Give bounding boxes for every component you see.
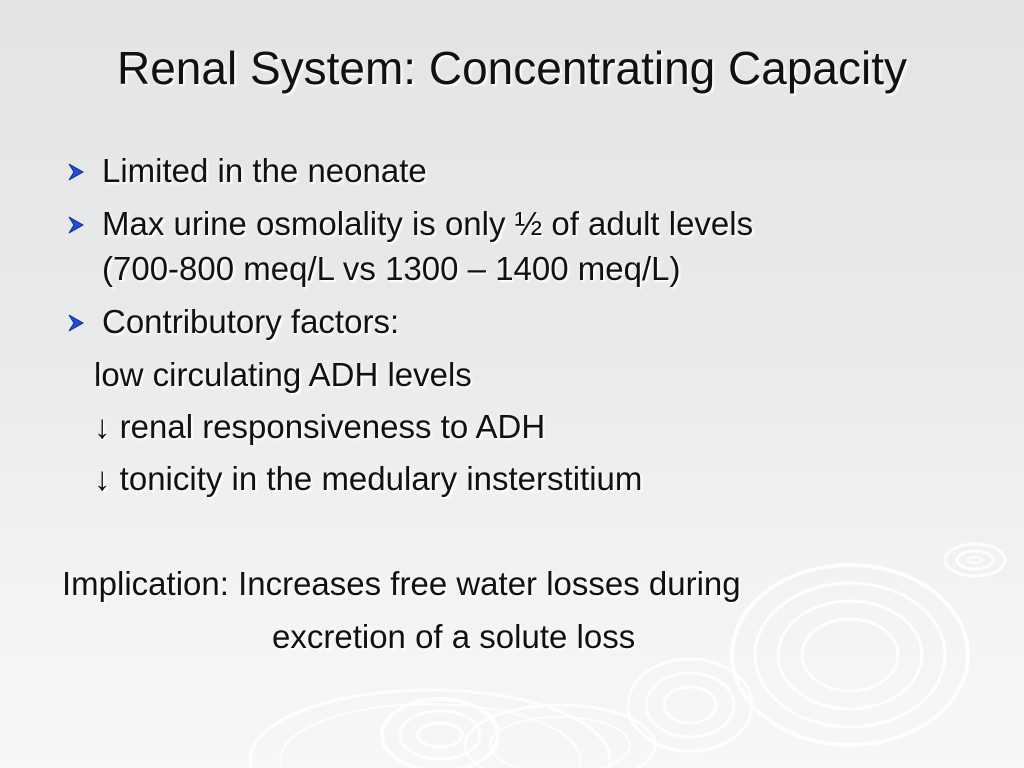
bullet-item [62, 201, 962, 291]
bullet-text: Limited in the neonate [102, 152, 427, 189]
implication-line-2: excretion of a solute loss [272, 618, 636, 655]
bullet-text: Max urine osmolality is only ½ of adult levels [102, 205, 754, 242]
arrow-right-icon [66, 162, 86, 182]
implication-line-1: Implication: Increases free water losses during [62, 565, 741, 602]
sub-item: low circulating ADH levels [94, 356, 472, 393]
bullet-item [62, 148, 962, 193]
bullet-text: Contributory factors: [102, 303, 400, 340]
page-title: Renal System: Concentrating Capacity [116, 42, 908, 94]
bullet-list [62, 148, 962, 508]
sub-item: ↓ renal responsiveness to ADH [94, 408, 546, 445]
implication-text [62, 560, 962, 661]
bullet-item [62, 299, 962, 344]
sub-item: ↓ tonicity in the medulary insterstitium [94, 460, 643, 497]
arrow-right-icon [66, 313, 86, 333]
arrow-right-icon [66, 215, 86, 235]
bullet-text-continuation: (700-800 meq/L vs 1300 – 1400 meq/L) [102, 250, 681, 287]
